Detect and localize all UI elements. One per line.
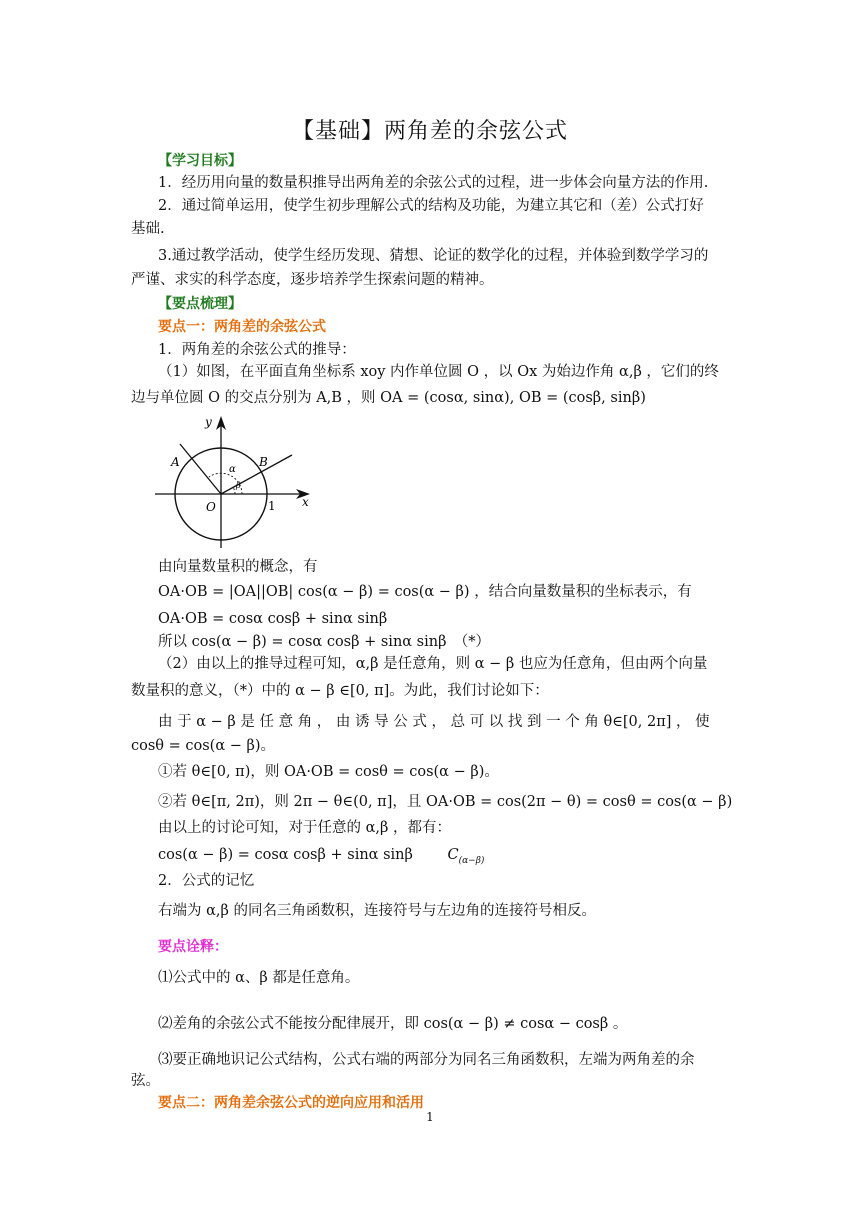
step2-line2: 数量积的意义，（*）中的 α − β ∈[0, π]。为此，我们讨论如下： xyxy=(131,683,549,699)
step3-line2: cosθ = cos(α − β)。 xyxy=(131,738,276,754)
step1-line1: （1）如图，在平面直角坐标系 xoy 内作单位圆 O ，以 Ox 为始边作角 α,β ，它们的终 xyxy=(158,364,719,380)
objective-1: 1．经历用向量的数量积推导出两角差的余弦公式的过程，进一步体会向量方法的作用. xyxy=(158,175,709,191)
label-origin: O xyxy=(206,500,216,514)
equation-coordinates: OA·OB = cosα cosβ + sinα sinβ xyxy=(158,611,388,627)
concept-line: 由向量数量积的概念，有 xyxy=(158,559,318,575)
main-formula xyxy=(158,845,484,871)
memory-heading: 2．公式的记忆 xyxy=(158,873,255,889)
case-one: ①若 θ∈[0, π)，则 OA·OB = cosθ = cos(α − β)。 xyxy=(158,764,499,780)
case-two: ②若 θ∈[π, 2π)，则 2π − θ∈(0, π]，且 OA·OB = cos(2π − θ) = cosθ = cos(α − β) xyxy=(158,794,733,810)
notes-heading: 要点诠释： xyxy=(158,939,228,955)
point-two-heading: 要点二：两角差余弦公式的逆向应用和活用 xyxy=(158,1095,424,1111)
point-one-heading: 要点一：两角差的余弦公式 xyxy=(158,319,326,335)
objective-3-line1: 3.通过教学活动，使学生经历发现、猜想、论证的数学化的过程，并体验到数学学习的 xyxy=(158,248,709,264)
objective-2-line1: 2．通过简单运用，使学生初步理解公式的结构及功能，为建立其它和（差）公式打好 xyxy=(158,198,704,214)
conclusion-line: 由以上的讨论可知，对于任意的 α,β ，都有： xyxy=(158,820,452,836)
note-1: ⑴公式中的 α、β 都是任意角。 xyxy=(158,970,360,986)
step2-line1: （2）由以上的推导过程可知，α,β 是任意角，则 α − β 也应为任意角，但由两个向量 xyxy=(158,656,708,672)
formula-subscript: (α−β) xyxy=(458,855,485,866)
summary-heading: 【要点梳理】 xyxy=(158,296,242,312)
label-b: B xyxy=(259,455,268,469)
formula-name: C xyxy=(447,847,459,863)
page-title: 【基础】两角差的余弦公式 xyxy=(291,119,568,144)
memory-text: 右端为 α,β 的同名三角函数积，连接符号与左边角的连接符号相反。 xyxy=(158,903,596,919)
label-a: A xyxy=(171,455,180,469)
note-3-line2: 弦。 xyxy=(131,1073,160,1089)
label-y: y xyxy=(205,415,212,429)
objective-3-line2: 严谨、求实的科学态度，逐步培养学生探索问题的精神。 xyxy=(131,272,494,288)
objective-2-line2: 基础. xyxy=(131,221,165,237)
objectives-heading: 【学习目标】 xyxy=(158,153,242,169)
beta-arc xyxy=(233,487,235,494)
label-x: x xyxy=(302,495,309,509)
page-number: 1 xyxy=(426,1110,434,1124)
label-beta: β xyxy=(236,481,241,490)
unit-circle-figure xyxy=(150,410,320,550)
ray-oa xyxy=(180,444,221,494)
formula-expression: cos(α − β) = cosα cosβ + sinα sinβ xyxy=(158,847,413,863)
step3-line1: 由 于 α − β 是 任 意 角 ， 由 诱 导 公 式 ， 总 可 以 找 到 一 个 角 θ∈[0, 2π] ， 使 xyxy=(158,714,710,730)
label-one: 1 xyxy=(268,499,276,513)
step1-line2: 边与单位圆 O 的交点分别为 A,B ，则 OA = (cosα, sinα), OB = (cosβ, sinβ) xyxy=(131,390,646,406)
label-alpha: α xyxy=(229,464,236,475)
note-3-line1: ⑶要正确地识记公式结构，公式右端的两部分为同名三角函数积，左端为两角差的余 xyxy=(158,1052,695,1068)
derivation-heading: 1．两角差的余弦公式的推导： xyxy=(158,342,356,358)
equation-dot-product: OA·OB = |OA||OB| cos(α − β) = cos(α − β) ，结合向量数量积的坐标表示，有 xyxy=(158,584,692,600)
equation-result: 所以 cos(α − β) = cosα cosβ + sinα sinβ （*） xyxy=(158,634,490,650)
note-2: ⑵差角的余弦公式不能按分配律展开，即 cos(α − β) ≠ cosα − cosβ 。 xyxy=(158,1016,628,1032)
